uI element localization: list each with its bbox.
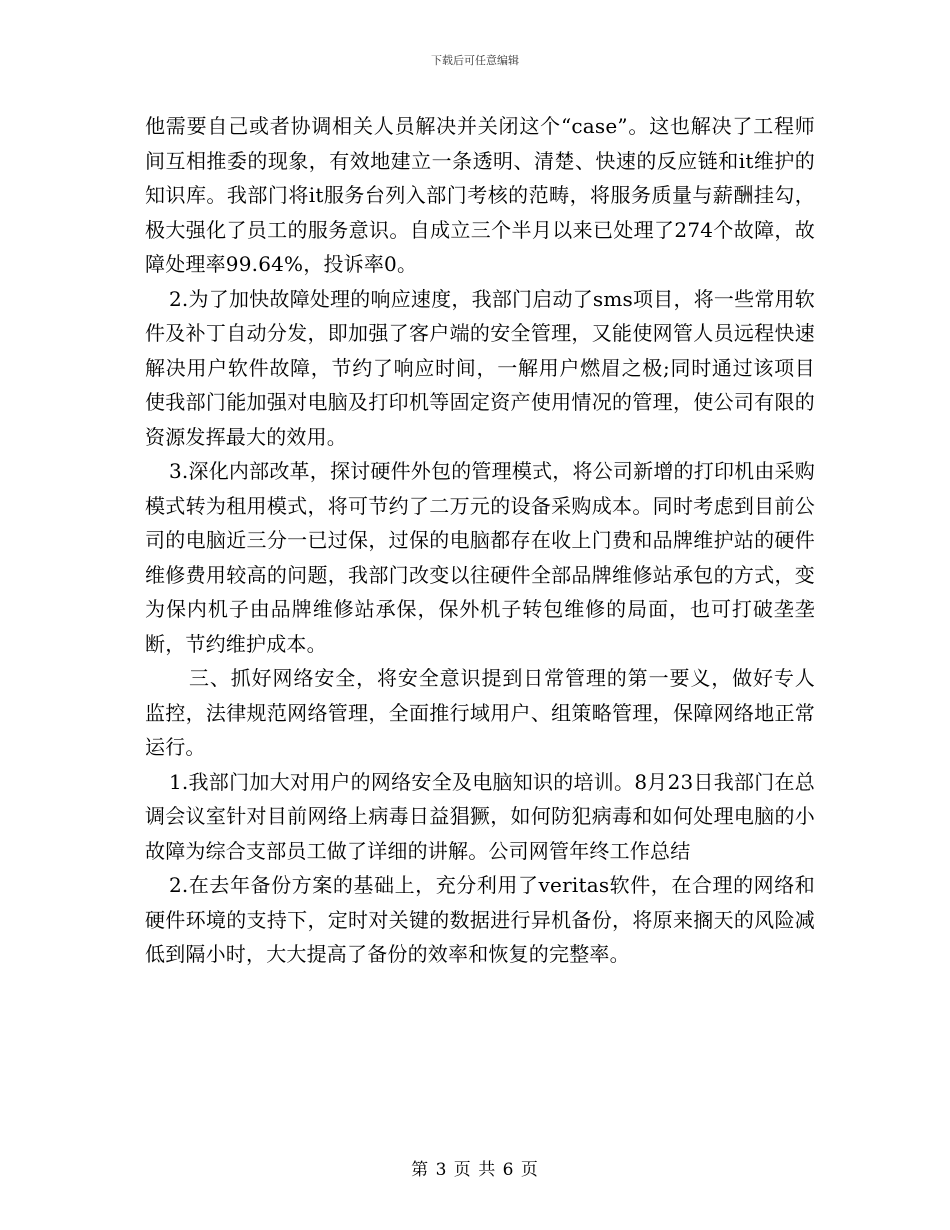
paragraph-item-1: 1.我部门加大对用户的网络安全及电脑知识的培训。8月23日我部门在总调会议室针对目前网络上病毒日益猖獗，如何防犯病毒和如何处理电脑的小故障为综合支部员工做了详细的讲解。公司网管年终工作总结 <box>145 769 815 863</box>
paragraph-item-3: 3.深化内部改革，探讨硬件外包的管理模式，将公司新增的打印机由采购模式转为租用模式，将可节约了二万元的设备采购成本。同时考虑到目前公司的电脑近三分一已过保，过保的电脑都存在收上门费和品牌维护站的硬件维修费用较高的问题，我部门改变以往硬件全部品牌维修站承包的方式，变为保内机子由品牌维修站承保，保外机子转包维修的局面，也可打破垄垄断，节约维护成本。 <box>145 459 815 656</box>
page-number: 第 3 页 共 6 页 <box>411 1160 539 1180</box>
document-body <box>145 109 815 972</box>
paragraph-continuation: 他需要自己或者协调相关人员解决并关闭这个“case”。这也解决了工程师间互相推委的现象，有效地建立一条透明、清楚、快速的反应链和it维护的知识库。我部门将it服务台列入部门考核的范畴，将服务质量与薪酬挂勾，极大强化了员工的服务意识。自成立三个半月以来已处理了274个故障，故障处理率99.64%，投诉率0。 <box>145 114 815 276</box>
section-heading-3: 三、抓好网络安全，将安全意识提到日常管理的第一要义，做好专人监控，法律规范网络管理，全面推行域用户、组策略管理，保障网络地正常运行。 <box>145 666 815 759</box>
paragraph-item-2: 2.为了加快故障处理的响应速度，我部门启动了sms项目，将一些常用软件及补丁自动分发，即加强了客户端的安全管理，又能使网管人员远程快速解决用户软件故障，节约了响应时间，一解用户燃眉之极;同时通过该项目使我部门能加强对电脑及打印机等固定资产使用情况的管理，使公司有限的资源发挥最大的效用。 <box>145 286 815 449</box>
paragraph-item-2b: 2.在去年备份方案的基础上，充分利用了veritas软件，在合理的网络和硬件环境的支持下，定时对关键的数据进行异机备份，将原来搁天的风险减低到隔小时，大大提高了备份的效率和恢复的完整率。 <box>145 873 815 966</box>
page-header: 下载后可任意编辑 <box>431 54 519 67</box>
